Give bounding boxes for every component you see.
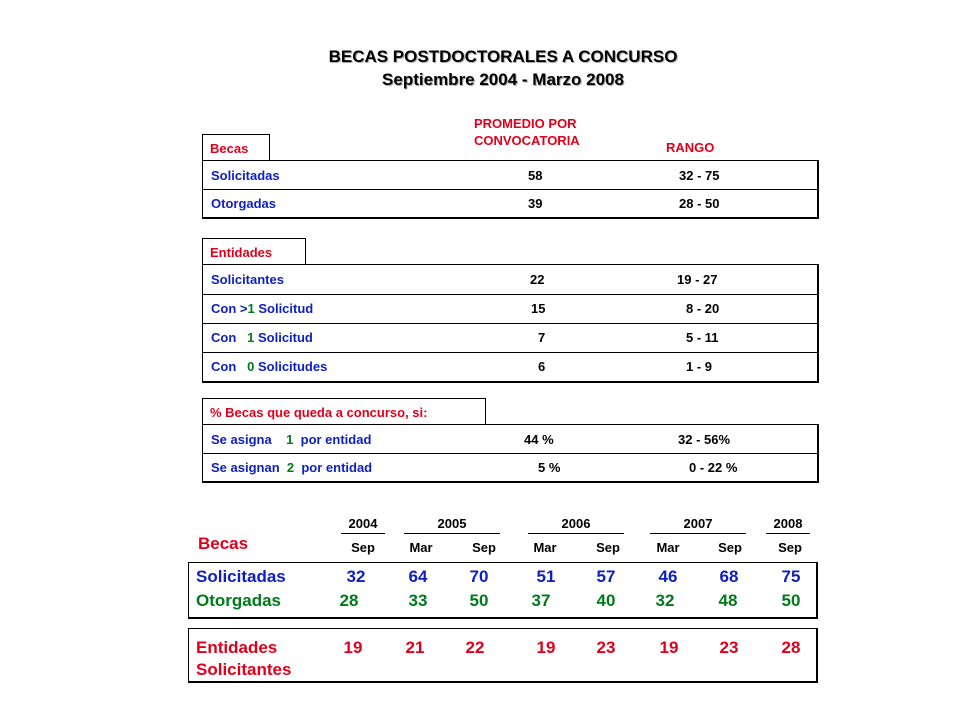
row-promedio: 39 <box>528 196 543 211</box>
solicitadas-value: 75 <box>781 567 801 586</box>
entidades-label-line2: Solicitantes <box>196 660 292 679</box>
entidades-value: 19 <box>343 638 363 657</box>
row-promedio: 44 % <box>524 432 554 447</box>
period-label: Mar <box>656 540 680 555</box>
solicitadas-value: 57 <box>596 567 616 586</box>
entidades-timeline-box <box>188 628 818 683</box>
timeline-section-label: Becas <box>198 534 249 553</box>
row-label-number: 1 <box>247 301 255 316</box>
otorgadas-value: 50 <box>781 591 801 610</box>
period-label: Sep <box>472 540 496 555</box>
year-rule <box>341 533 385 534</box>
row-label-prefix: Con <box>211 359 237 374</box>
solicitadas-value: 51 <box>536 567 556 586</box>
solicitadas-value: 68 <box>719 567 739 586</box>
period-label: Sep <box>718 540 742 555</box>
solicitadas-value: 70 <box>469 567 489 586</box>
table-row <box>203 265 817 295</box>
entidades-tab-label: Entidades <box>210 245 273 260</box>
row-label-suffix: Solicitud <box>258 301 314 316</box>
row-label <box>211 460 372 475</box>
otorgadas-value: 33 <box>408 591 428 610</box>
page-title: BECAS POSTDOCTORALES A CONCURSO <box>328 47 678 66</box>
concurso-table <box>202 424 819 483</box>
row-label <box>211 301 313 316</box>
row-promedio: 22 <box>530 272 545 287</box>
entidades-tab <box>202 238 306 265</box>
period-label: Sep <box>596 540 620 555</box>
row-rango: 19 - 27 <box>677 272 718 287</box>
row-label-number: 1 <box>247 330 255 345</box>
becas-tab <box>202 134 270 161</box>
otorgadas-value: 50 <box>469 591 489 610</box>
row-label-suffix: Solicitud <box>257 330 313 345</box>
otorgadas-value: 32 <box>655 591 675 610</box>
row-label-number: 2 <box>286 460 295 475</box>
table-row <box>203 453 817 481</box>
otorgadas-value: 48 <box>718 591 738 610</box>
row-label-prefix: Con <box>211 330 237 345</box>
row-rango: 0 - 22 % <box>689 460 738 475</box>
otorgadas-label: Otorgadas <box>196 591 282 610</box>
row-promedio: 6 <box>538 359 546 374</box>
otorgadas-value: 40 <box>596 591 616 610</box>
year-label: 2004 <box>348 516 378 531</box>
row-rango: 32 - 75 <box>679 168 720 183</box>
row-rango: 5 - 11 <box>686 330 719 345</box>
year-label: 2008 <box>773 516 803 531</box>
table-row <box>203 352 817 381</box>
row-label: Otorgadas <box>211 196 277 211</box>
row-rango: 28 - 50 <box>679 196 720 211</box>
row-label-suffix: Solicitudes <box>257 359 328 374</box>
concurso-tab-label: % Becas que queda a concurso, si: <box>210 405 428 420</box>
row-label-number: 1 <box>286 432 294 447</box>
year-label: 2006 <box>561 516 591 531</box>
table-row <box>203 294 817 324</box>
row-label: Solicitadas <box>211 168 280 183</box>
row-label-number: 0 <box>247 359 255 374</box>
solicitadas-value: 46 <box>658 567 678 586</box>
table-row <box>203 189 817 217</box>
promedio-header-line2: CONVOCATORIA <box>474 133 580 148</box>
becas-tab-label: Becas <box>210 141 249 156</box>
entidades-value: 22 <box>465 638 485 657</box>
rango-header: RANGO <box>666 140 715 155</box>
entidades-value: 28 <box>781 638 801 657</box>
page-subtitle: Septiembre 2004 - Marzo 2008 <box>382 70 624 89</box>
year-label: 2007 <box>683 516 713 531</box>
period-label: Sep <box>351 540 375 555</box>
otorgadas-value: 28 <box>339 591 359 610</box>
row-promedio: 5 % <box>538 460 561 475</box>
row-label: Solicitantes <box>211 272 284 287</box>
year-rule <box>404 533 500 534</box>
row-promedio: 7 <box>538 330 546 345</box>
becas-timeline-box <box>188 562 818 619</box>
period-label: Mar <box>409 540 433 555</box>
entidades-value: 19 <box>659 638 679 657</box>
row-label-suffix: por entidad <box>300 432 372 447</box>
becas-table <box>202 160 819 219</box>
year-rule <box>766 533 810 534</box>
row-rango: 8 - 20 <box>686 301 720 316</box>
period-label: Sep <box>778 540 802 555</box>
solicitadas-label: Solicitadas <box>196 567 286 586</box>
row-rango: 32 - 56% <box>678 432 731 447</box>
row-promedio: 15 <box>531 301 546 316</box>
solicitadas-value: 64 <box>408 567 428 586</box>
row-label <box>211 330 313 345</box>
year-rule <box>528 533 624 534</box>
row-rango: 1 - 9 <box>686 359 713 374</box>
row-label <box>211 359 327 374</box>
year-rule <box>650 533 746 534</box>
row-label-prefix: Con > <box>211 301 248 316</box>
concurso-tab <box>202 398 486 425</box>
solicitadas-value: 32 <box>346 567 366 586</box>
period-label: Mar <box>533 540 557 555</box>
row-label <box>211 432 371 447</box>
entidades-value: 23 <box>719 638 739 657</box>
row-label-prefix: Se asignan <box>211 460 280 475</box>
entidades-value: 23 <box>596 638 616 657</box>
table-row <box>203 323 817 353</box>
row-promedio: 58 <box>528 168 543 183</box>
otorgadas-value: 37 <box>531 591 551 610</box>
entidades-value: 19 <box>536 638 556 657</box>
table-row <box>203 425 817 454</box>
row-label-suffix: por entidad <box>301 460 373 475</box>
entidades-table <box>202 264 819 383</box>
entidades-label-line1: Entidades <box>196 638 278 657</box>
row-label-prefix: Se asigna <box>211 432 272 447</box>
table-row <box>203 161 817 190</box>
entidades-value: 21 <box>405 638 425 657</box>
promedio-header-line1: PROMEDIO POR <box>474 116 577 131</box>
year-label: 2005 <box>437 516 467 531</box>
